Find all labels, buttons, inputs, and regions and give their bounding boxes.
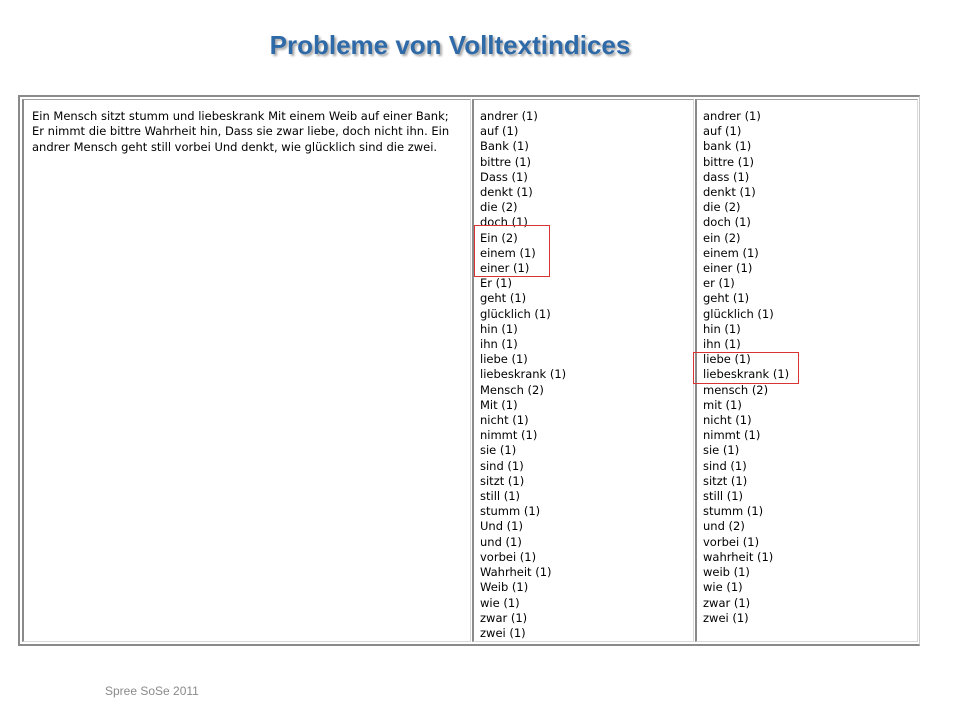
index-entry: sie (1): [703, 443, 740, 458]
index-entry: dass (1): [703, 169, 750, 184]
index-entry: weib (1): [703, 565, 750, 580]
index-entry: liebeskrank (1): [703, 367, 790, 382]
index-entry: mensch (2): [703, 382, 769, 397]
index-entry: auf (1): [480, 124, 519, 139]
document-text-cell: [22, 99, 471, 642]
index-case-sensitive-cell: [472, 99, 694, 642]
index-entry: zwar (1): [480, 610, 528, 625]
index-entry: wie (1): [480, 595, 520, 610]
index-entry: Dass (1): [480, 169, 528, 184]
index-entry: hin (1): [703, 321, 741, 336]
index-entry: bittre (1): [703, 154, 755, 169]
index-entry: bittre (1): [480, 154, 532, 169]
index-entry: vorbei (1): [480, 549, 537, 564]
index-entry: einer (1): [703, 261, 753, 276]
slide-footer: Spree SoSe 2011: [105, 684, 199, 698]
index-entry: und (2): [703, 519, 745, 534]
index-entry: bank (1): [703, 139, 752, 154]
index-entry: Ein (2): [480, 230, 518, 245]
index-entry: vorbei (1): [703, 534, 760, 549]
index-entry: Mit (1): [480, 397, 518, 412]
index-entry: nicht (1): [480, 413, 529, 428]
index-entry: glücklich (1): [480, 306, 551, 321]
index-entry: liebeskrank (1): [480, 367, 567, 382]
index-entry: nimmt (1): [703, 428, 761, 443]
index-entry: geht (1): [703, 291, 750, 306]
index-case-sensitive-list: [480, 109, 566, 641]
index-entry: zwei (1): [480, 625, 526, 640]
index-entry: auf (1): [703, 124, 742, 139]
index-entry: sitzt (1): [480, 473, 525, 488]
index-entry: stumm (1): [480, 504, 541, 519]
index-entry: wahrheit (1): [703, 549, 774, 564]
index-entry: ihn (1): [703, 337, 741, 352]
index-entry: zwei (1): [703, 610, 749, 625]
index-entry: denkt (1): [703, 185, 756, 200]
index-entry: einer (1): [480, 261, 530, 276]
index-entry: Mensch (2): [480, 382, 544, 397]
index-entry: stumm (1): [703, 504, 764, 519]
index-entry: ihn (1): [480, 337, 518, 352]
index-entry: zwar (1): [703, 595, 751, 610]
index-entry: ein (2): [703, 230, 741, 245]
index-entry: wie (1): [703, 580, 743, 595]
index-entry: Bank (1): [480, 139, 529, 154]
index-entry: Wahrheit (1): [480, 565, 552, 580]
index-entry: einem (1): [480, 245, 536, 260]
index-lowercase-cell: [695, 99, 918, 642]
document-text: Ein Mensch sitzt stumm und liebeskrank Mit einem Weib auf einer Bank; Er nimmt die bittre Wahrheit hin, Dass sie zwar liebe, doch nicht ihn. Ein andrer Mensch geht still vorbei Und denkt, wie glücklich sind die zwei.: [32, 109, 450, 154]
index-entry: die (2): [480, 200, 518, 215]
index-entry: Und (1): [480, 519, 523, 534]
index-entry: still (1): [703, 489, 744, 504]
index-entry: denkt (1): [480, 185, 533, 200]
index-entry: nicht (1): [703, 413, 752, 428]
index-entry: liebe (1): [703, 352, 751, 367]
index-entry: Weib (1): [480, 580, 529, 595]
index-entry: Er (1): [480, 276, 512, 291]
index-entry: er (1): [703, 276, 735, 291]
index-entry: einem (1): [703, 245, 759, 260]
slide-title: Probleme von Volltextindices: [269, 30, 631, 60]
index-entry: geht (1): [480, 291, 527, 306]
index-entry: hin (1): [480, 321, 518, 336]
index-entry: mit (1): [703, 397, 742, 412]
index-entry: sind (1): [480, 458, 524, 473]
index-entry: sind (1): [703, 458, 747, 473]
index-entry: liebe (1): [480, 352, 528, 367]
index-entry: glücklich (1): [703, 306, 774, 321]
index-entry: doch (1): [703, 215, 751, 230]
index-entry: andrer (1): [480, 109, 538, 123]
index-entry: nimmt (1): [480, 428, 538, 443]
index-entry: sitzt (1): [703, 473, 748, 488]
fulltext-index-table: [18, 95, 920, 646]
index-entry: und (1): [480, 534, 522, 549]
index-entry: sie (1): [480, 443, 517, 458]
index-lowercase-list: [703, 109, 789, 626]
index-entry: still (1): [480, 489, 521, 504]
index-entry: die (2): [703, 200, 741, 215]
index-entry: andrer (1): [703, 109, 761, 123]
index-entry: doch (1): [480, 215, 528, 230]
